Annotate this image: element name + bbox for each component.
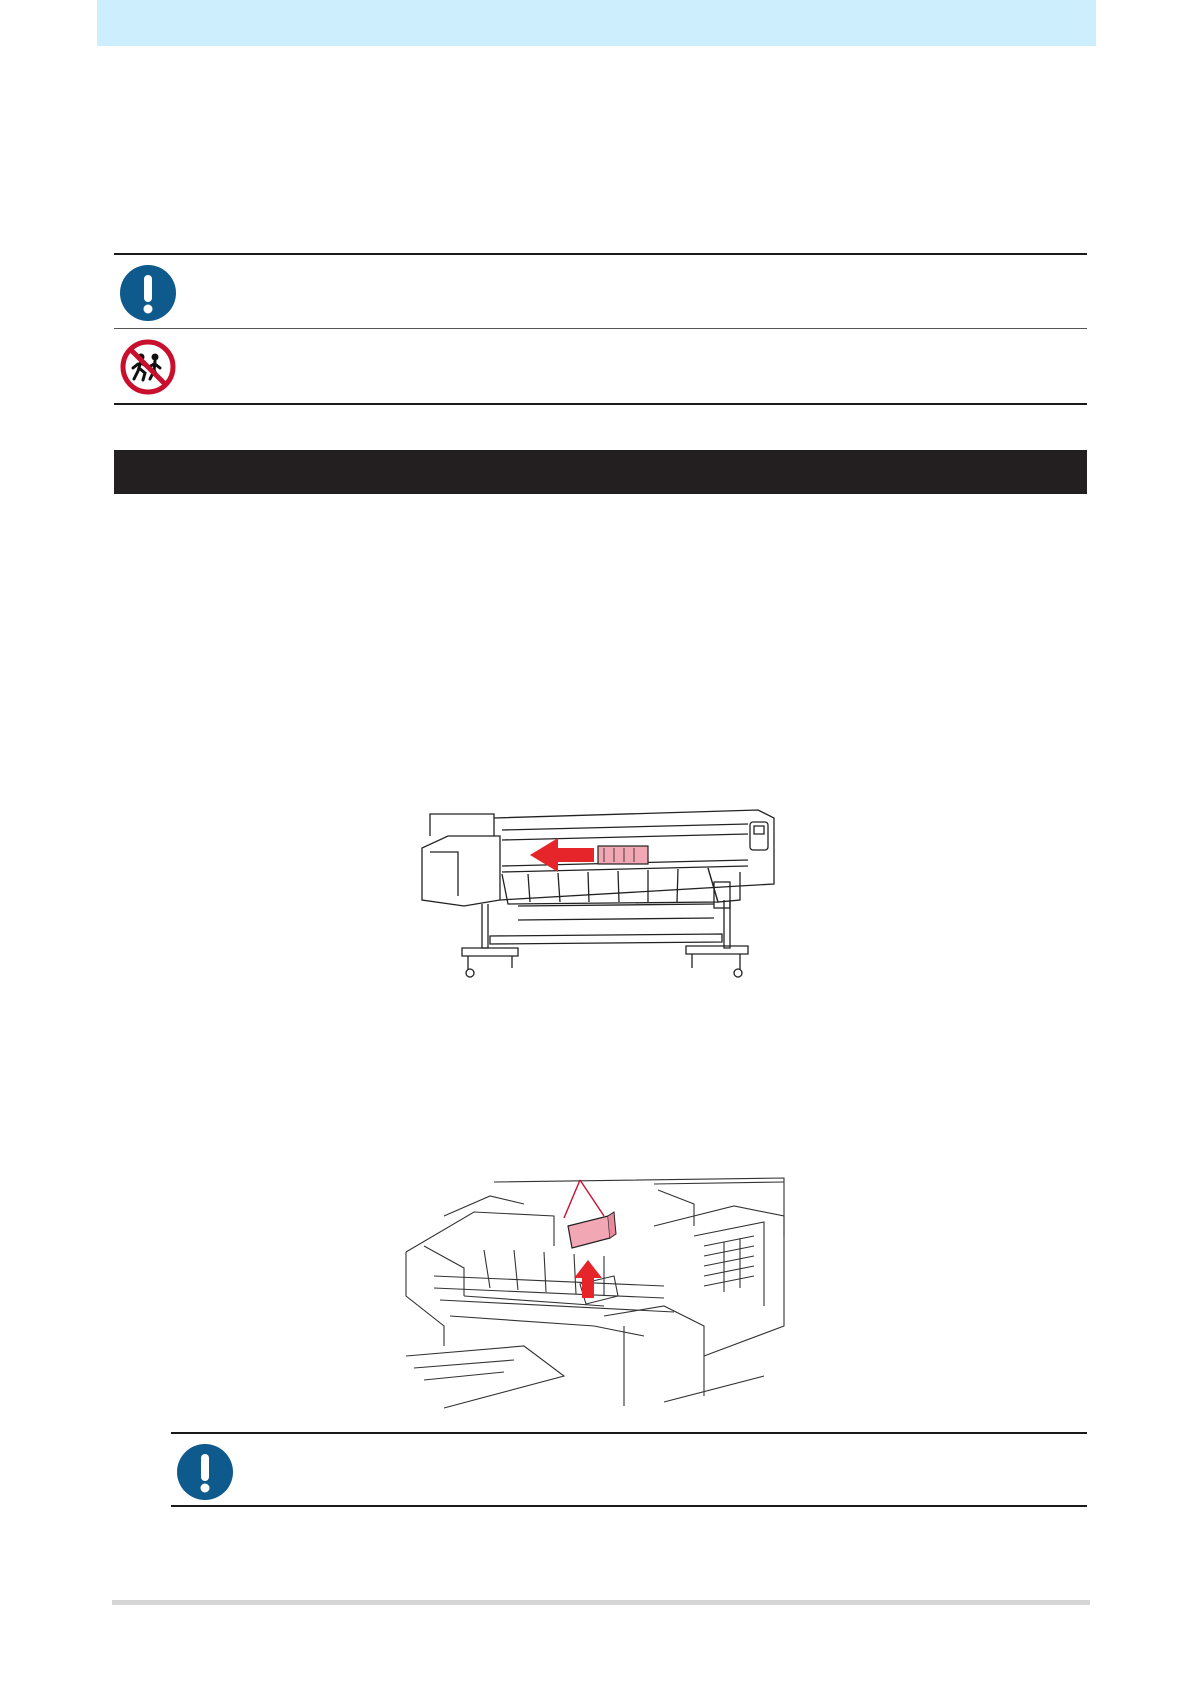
header-band <box>97 0 1096 46</box>
important-exclamation-icon <box>176 1443 234 1501</box>
no-children-prohibition-icon <box>119 338 177 396</box>
wiper-removal-illustration <box>404 1176 788 1410</box>
footer-rule <box>112 1600 1090 1605</box>
notice-table-bottom-rule <box>114 403 1087 405</box>
important-exclamation-icon <box>119 264 177 322</box>
printer-carriage-move-illustration <box>418 808 784 994</box>
section-heading-bar <box>114 450 1087 494</box>
notice-table-divider <box>114 328 1087 329</box>
notice-table-top-rule <box>114 253 1087 255</box>
step-notice-top-rule <box>171 1432 1087 1434</box>
step-notice-bottom-rule <box>171 1505 1087 1507</box>
